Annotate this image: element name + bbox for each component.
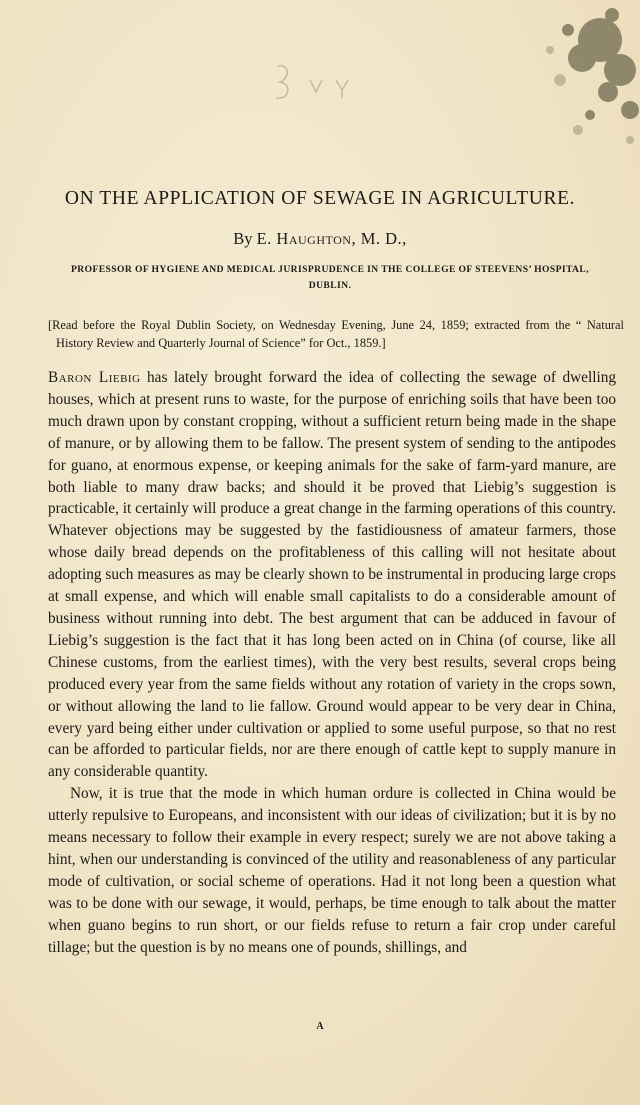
paragraph-text: Now, it is true that the mode in which human ordure is collected in China would be utterly repulsive to Europeans, and inconsistent with our ideas of civilization; but it is by no means necessary to follow their example in every respect; surely we are not above taking a hint, when our understanding is convinced of the utility and reasonableness of any particular mode of cultivation, or social scheme of operations. Had it not long been a question what was to be done with our sewage, it would, perhaps, be time enough to talk about the matter when guano begins to run short, or our fields refuse to return a fair crop under careful tillage; but the question is by no means one of pounds, shillings, and <box>48 785 616 956</box>
ink-stain-mark <box>490 0 640 160</box>
author-affiliation: PROFESSOR OF HYGIENE AND MEDICAL JURISPRUDENCE IN THE COLLEGE OF STEEVENS’ HOSPITAL, DUBLIN. <box>71 264 589 291</box>
paragraph <box>48 783 616 958</box>
author-name: E. Haughton, M. D., <box>256 229 407 248</box>
byline-prefix: By <box>233 229 253 248</box>
signature-mark: A <box>316 1021 324 1032</box>
publication-note: [Read before the Royal Dublin Society, on Wednesday Evening, June 24, 1859; extracted from the “ Natural History Review and Quarterly Journal of Science” for Oct., 1859.] <box>48 318 624 350</box>
paragraph-text: has lately brought forward the idea of collecting the sewage of dwelling houses, which at present runs to waste, for the purpose of enriching soils that have been too much drawn upon by constant cropping, without a sufficient return being made in the shape of manure, or by allowing them to be fallow. The present system of sending to the antipodes for guano, at enormous expense, or keeping animals for the sake of farm-yard manure, are both liable to many draw backs; and should it be proved that Liebig’s suggestion is practicable, it certainly will produce a great change in the farming operations of this country. Whatever objections may be suggested by the fastidiousness of amateur farmers, those whose daily bread depends on the profitableness of this calling will not hesitate about adopting such measures as may be clearly shown to be instrumental in producing large crops at small expense, and which will enable small capitalists to do a considerable amount of business without running into debt. The best argument that can be adduced in favour of Liebig’s suggestion is the fact that it has long been acted on in China (of course, like all Chinese customs, from the earliest times), with the very best results, several crops being produced every year from the same fields without any rotation of variety in the crops sown, or without allowing the land to lie fallow. Ground would appear to be very dear in China, every yard being either under cultivation or applied to some useful purpose, so that no rest can be afforded to particular fields, nor are there enough of cattle kept to supply manure in any considerable quantity. <box>48 369 616 781</box>
paragraph-lead: Baron Liebig <box>48 369 141 386</box>
article-body <box>48 367 616 958</box>
paragraph <box>48 367 616 783</box>
byline <box>0 229 640 249</box>
article-title: ON THE APPLICATION OF SEWAGE IN AGRICULTURE. <box>64 188 576 209</box>
pencil-annotation-mark <box>250 58 360 108</box>
